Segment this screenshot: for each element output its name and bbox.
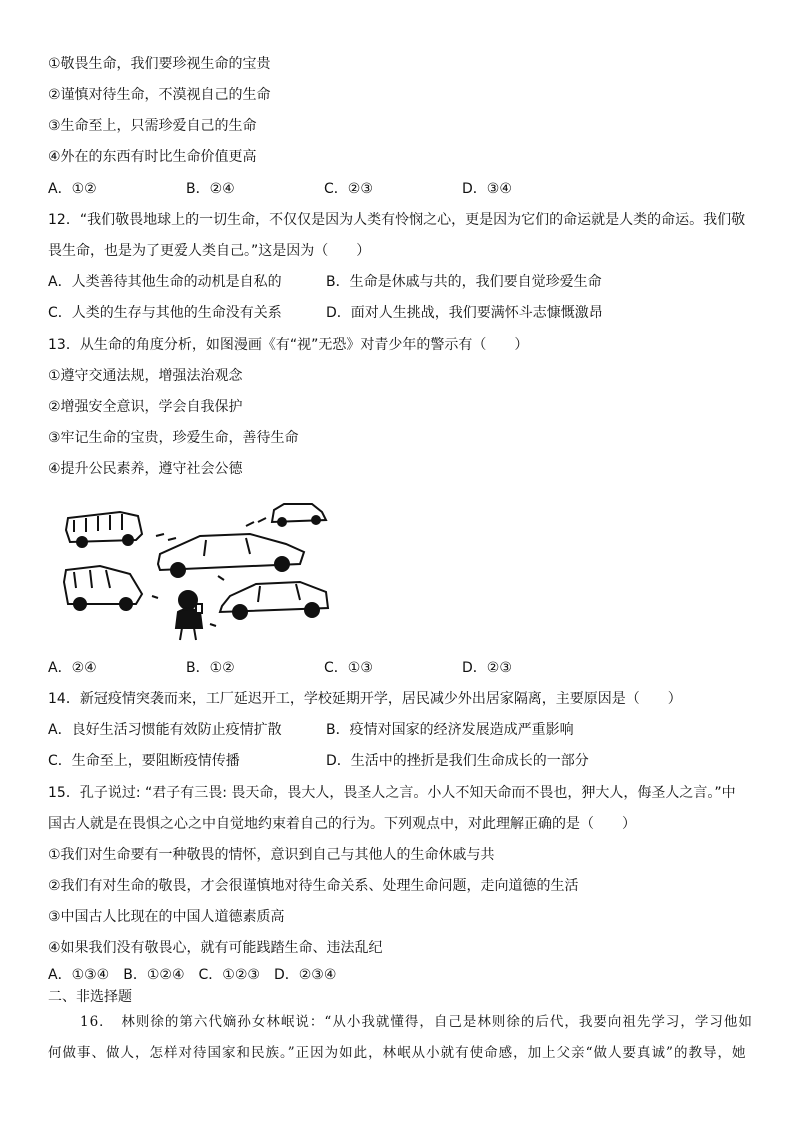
q13-option-a[interactable]: A．②④ <box>48 660 97 676</box>
q13-option-c[interactable]: C．①③ <box>324 660 373 676</box>
q11-item-2: ②谨慎对待生命，不漠视自己的生命 <box>48 87 271 103</box>
q12-option-d[interactable]: D．面对人生挑战，我们要满怀斗志慷慨激昂 <box>326 305 603 321</box>
q15-option-c[interactable]: C．①②③ <box>198 967 260 983</box>
q13-options <box>48 659 600 677</box>
q15-item-1: ①我们对生命要有一种敬畏的情怀，意识到自己与其他人的生命休戚与共 <box>48 847 495 863</box>
q12-stem-line-1: 12．“我们敬畏地球上的一切生命，不仅仅是因为人类有怜悯之心，更是因为它们的命运就是人类的命运。我们敬 <box>48 212 746 228</box>
q14-stem: 14．新冠疫情突袭而来，工厂延迟开工，学校延期开学，居民减少外出居家隔离，主要原因是（ ） <box>48 691 682 707</box>
q15-item-4: ④如果我们没有敬畏心，就有可能践踏生命、违法乱纪 <box>48 940 383 956</box>
q11-option-c[interactable]: C．②③ <box>324 181 373 197</box>
q13-stem: 13．从生命的角度分析，如图漫画《有“视”无恐》对青少年的警示有（ ） <box>48 337 529 353</box>
q12-option-b[interactable]: B．生命是休戚与共的，我们要自觉珍爱生命 <box>326 274 602 290</box>
q16-text-line-2: 何做事、做人，怎样对待国家和民族。”正因为如此，林岷从小就有使命感，加上父亲“做人要真诚”的教导，她 <box>48 1045 747 1061</box>
q15-options <box>48 966 350 984</box>
q12-options-row-1 <box>48 273 604 291</box>
q13-option-d[interactable]: D．②③ <box>462 660 512 676</box>
section-heading: 二、非选择题 <box>48 989 132 1005</box>
q12-stem-line-2: 畏生命，也是为了更爱人类自己。”这是因为（ ） <box>48 243 371 259</box>
q16-text-line-1: 16． 林则徐的第六代嫡孙女林岷说：“从小我就懂得，自己是林则徐的后代，我要向祖先学习，学习他如 <box>80 1014 753 1030</box>
q13-option-b[interactable]: B．①② <box>186 660 235 676</box>
q14-option-b[interactable]: B．疫情对国家的经济发展造成严重影响 <box>326 722 574 738</box>
q14-option-c[interactable]: C．生命至上，要阻断疫情传播 <box>48 753 240 769</box>
q15-option-a[interactable]: A．①③④ <box>48 967 110 983</box>
q15-option-d[interactable]: D．②③④ <box>273 967 337 983</box>
q15-option-b[interactable]: B．①②④ <box>123 967 185 983</box>
q15-stem-line-2: 国古人就是在畏惧之心之中自觉地约束着自己的行为。下列观点中，对此理解正确的是（ ） <box>48 816 636 832</box>
q11-item-4: ④外在的东西有时比生命价值更高 <box>48 149 257 165</box>
q12-option-a[interactable]: A．人类善待其他生命的动机是自私的 <box>48 274 282 290</box>
cartoon-illustration <box>60 500 332 642</box>
q11-option-d[interactable]: D．③④ <box>462 181 512 197</box>
q14-options-row-2 <box>48 752 604 770</box>
q11-item-1: ①敬畏生命，我们要珍视生命的宝贵 <box>48 56 271 72</box>
q13-item-1: ①遵守交通法规，增强法治观念 <box>48 368 243 384</box>
q11-option-b[interactable]: B．②④ <box>186 181 235 197</box>
q14-option-d[interactable]: D．生活中的挫折是我们生命成长的一部分 <box>326 753 589 769</box>
q15-stem-line-1: 15．孔子说过: “君子有三畏: 畏天命，畏大人，畏圣人之言。小人不知天命而不畏也，狎大人，侮圣人之言。”中 <box>48 785 736 801</box>
q12-options-row-2 <box>48 304 604 322</box>
q15-item-2: ②我们有对生命的敬畏，才会很谨慎地对待生命关系、处理生命问题，走向道德的生活 <box>48 878 579 894</box>
q11-options <box>48 180 600 198</box>
q14-option-a[interactable]: A．良好生活习惯能有效防止疫情扩散 <box>48 722 282 738</box>
q14-options-row-1 <box>48 721 604 739</box>
q15-item-3: ③中国古人比现在的中国人道德素质高 <box>48 909 285 925</box>
q11-item-3: ③生命至上，只需珍爱自己的生命 <box>48 118 257 134</box>
q13-item-4: ④提升公民素养，遵守社会公德 <box>48 461 243 477</box>
q12-option-c[interactable]: C．人类的生存与其他的生命没有关系 <box>48 305 282 321</box>
q13-item-3: ③牢记生命的宝贵，珍爱生命，善待生命 <box>48 430 299 446</box>
q11-option-a[interactable]: A．①② <box>48 181 97 197</box>
q13-item-2: ②增强安全意识，学会自我保护 <box>48 399 243 415</box>
